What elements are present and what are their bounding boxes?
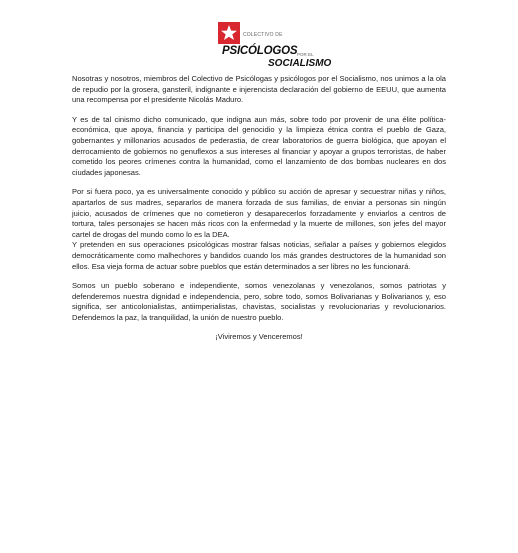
logo-name-line1: PSICÓLOGOS [222, 45, 298, 57]
closing-slogan: ¡Viviremos y Venceremos! [215, 332, 303, 342]
logo-tagline: COLECTIVO DE [243, 32, 283, 38]
logo-name-line2: SOCIALISMO [268, 58, 332, 69]
paragraph-5: Somos un pueblo soberano e independiente, somos venezolanas y venezolanos, somos patriotas y defenderemos nuestra dignidad e independencia, pero, sobre todo, somos Bolivarianas y Bolivarianos y, eso significa, ser anticolonialistas, antiimperialistas, chavistas, socialistas y revolucionarias y revolucionarios. Defendemos la paz, la tranquilidad, la unión de nuestro pueblo. [72, 281, 446, 322]
logo [218, 22, 332, 69]
statement-body [72, 74, 446, 352]
paragraph-2: Y es de tal cinismo dicho comunicado, que indigna aun más, sobre todo por provenir de una élite política-económica, que apoya, financia y participa del genocidio y la limpieza étnica contra el pueblo de Gaza, gobernantes y millonarios acusados de pederastia, de crear laboratorios de guerra biológica, que apoyan el derrocamiento de gobiernos no genuflexos a sus intereses al financiar y apoyar a grupos terroristas, de haber cometido los peores crímenes contra la humanidad, como el lanzamiento de dos bombas nucleares en dos ciudades japonesas. [72, 114, 446, 177]
paragraph-4: Y pretenden en sus operaciones psicológicas mostrar falsas noticias, señalar a países y gobiernos elegidos democráticamente como malhechores y bandidos cuando los más grandes destructores de la humanidad son ellos. Esa vieja forma de actuar sobre pueblos que están determinados a ser libres no les funcionará. [72, 240, 446, 271]
paragraph-1: Nosotras y nosotros, miembros del Colectivo de Psicólogas y psicólogos por el Socialismo, nos unimos a la ola de repudio por la grosera, gansteril, indignante e injerencista declaración del gobierno de EEUU, que aumenta una recompensa por el presidente Nicolás Maduro. [72, 74, 446, 105]
logo-connector: POR EL [297, 52, 314, 57]
star-icon [218, 22, 240, 44]
paragraph-3: Por si fuera poco, ya es universalmente conocido y público su acción de apresar y secuestrar niñas y niños, apartarlos de sus madres, separarlos de manera forzada de sus familias, de enviar a personas sin ningún juicio, acusados de crímenes que no cometieron y desaparecerlos forzadamente y enviarlos a centros de tortura, tales personajes se hacen más ricos con la enfermedad y la muerte de millones, son jefes del mayor cartel de drogas del mundo como lo es la DEA. [72, 187, 446, 239]
